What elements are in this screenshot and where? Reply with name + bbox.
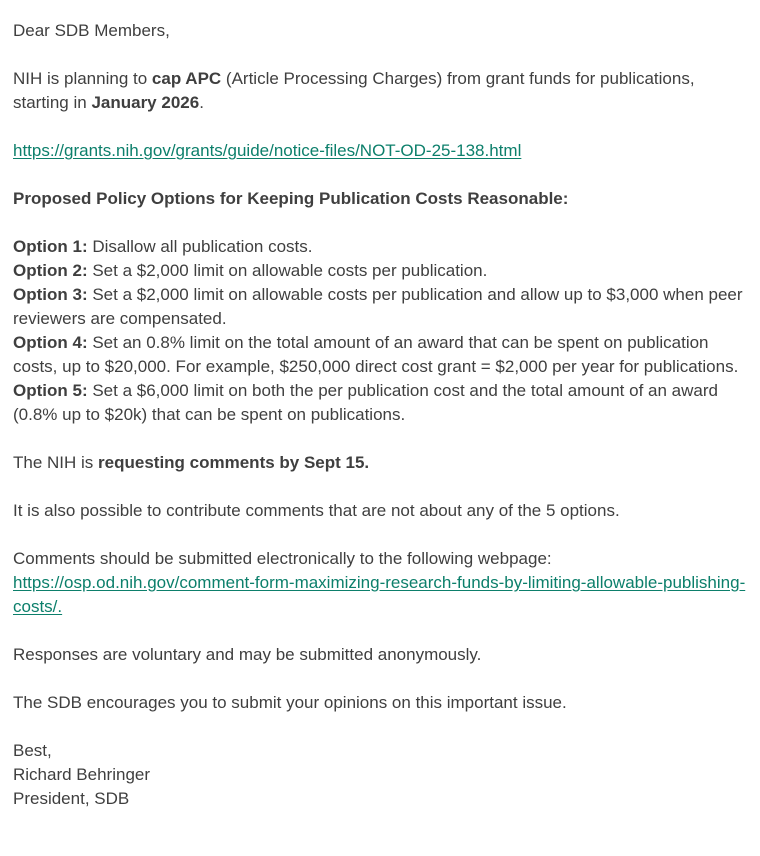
signoff <box>13 739 747 811</box>
intro-pre: NIH is planning to <box>13 69 152 88</box>
deadline-paragraph: The NIH is requesting comments by Sept 15. <box>13 453 370 472</box>
intro-post: . <box>199 93 204 112</box>
option-5: Option 5: Set a $6,000 limit on both the per publication cost and the total amount of an award (0.8% up to $20k) that can be spent on publications. <box>13 381 718 424</box>
other-comments-paragraph: It is also possible to contribute comments that are not about any of the 5 options. <box>13 501 620 520</box>
intro-cap-apc: cap APC <box>151 69 222 88</box>
signoff-closing: Best, <box>13 741 52 760</box>
signoff-title: President, SDB <box>13 789 130 808</box>
voluntary-paragraph: Responses are voluntary and may be submitted anonymously. <box>13 645 482 664</box>
option-1: Option 1: Disallow all publication costs. <box>13 237 313 256</box>
option-2: Option 2: Set a $2,000 limit on allowable costs per publication. <box>13 261 488 280</box>
greeting: Dear SDB Members, <box>13 21 170 40</box>
submit-text: Comments should be submitted electronically to the following webpage: <box>13 549 552 568</box>
options-heading: Proposed Policy Options for Keeping Publication Costs Reasonable: <box>13 189 569 208</box>
encourage-paragraph: The SDB encourages you to submit your opinions on this important issue. <box>13 693 567 712</box>
option-4: Option 4: Set an 0.8% limit on the total amount of an award that can be spent on publication costs, up to $20,000. For example, $250,000 direct cost grant = $2,000 per year for publications. <box>13 333 739 376</box>
comment-form-link[interactable]: https://osp.od.nih.gov/comment-form-maximizing-research-funds-by-limiting-allowable-publishing-costs/. <box>13 573 746 616</box>
notice-link[interactable]: https://grants.nih.gov/grants/guide/notice-files/NOT-OD-25-138.html <box>13 141 522 160</box>
deadline-date: requesting comments by Sept 15. <box>98 453 370 472</box>
signoff-name: Richard Behringer <box>13 765 151 784</box>
notice-link-paragraph <box>13 139 747 163</box>
intro-paragraph <box>13 67 747 115</box>
options-list <box>13 235 747 427</box>
intro-mid: (Article Processing Charges) from grant funds for publications, starting in <box>13 69 695 112</box>
intro-date: January 2026 <box>91 93 200 112</box>
submit-paragraph <box>13 547 747 619</box>
option-3: Option 3: Set a $2,000 limit on allowable costs per publication and allow up to $3,000 when peer reviewers are compensated. <box>13 285 743 328</box>
